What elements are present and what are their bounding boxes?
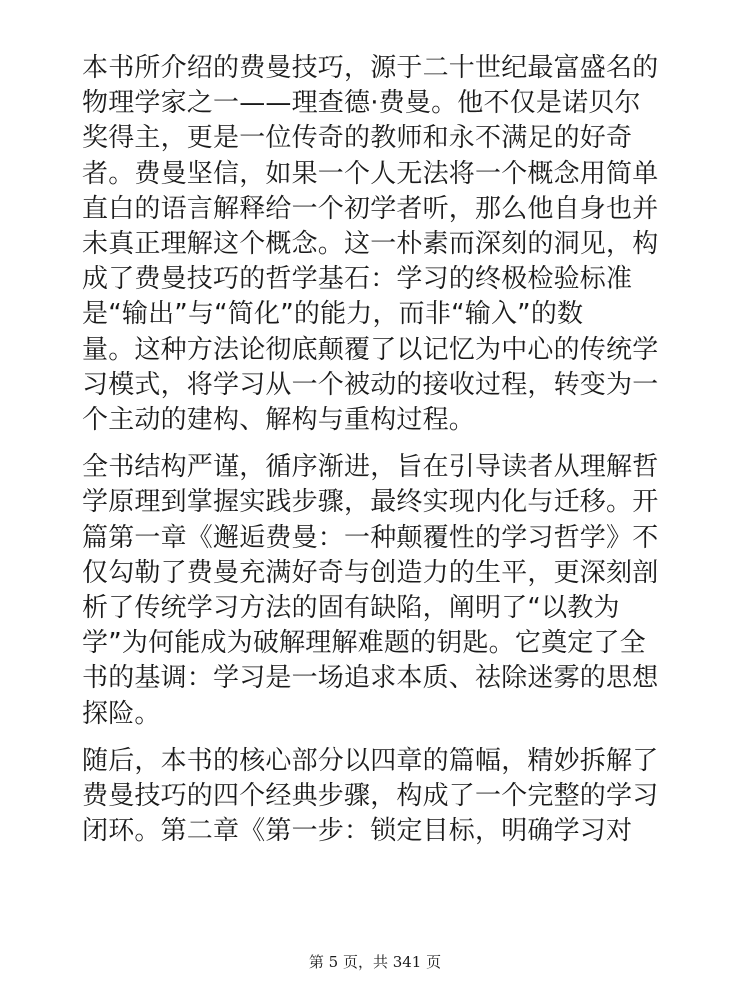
text-line: 随后，本书的核心部分以四章的篇幅，精妙拆解了 [82, 745, 659, 776]
text-line: 全书结构严谨，循序渐进，旨在引导读者从理解哲 [82, 452, 659, 483]
paragraph-1 [82, 51, 672, 438]
text-line: 是“输出”与“简化”的能力，而非“输入”的数 [82, 299, 584, 330]
text-line: 者。费曼坚信，如果一个人无法将一个概念用简单 [82, 158, 659, 189]
paragraph-3 [82, 744, 672, 850]
text-line: 篇第一章《邂逅费曼：一种颠覆性的学习哲学》不 [82, 522, 659, 553]
text-line: 奖得主，更是一位传奇的教师和永不满足的好奇 [82, 123, 633, 154]
text-line: 个主动的建构、解构与重构过程。 [82, 405, 476, 436]
text-line: 闭环。第二章《第一步：锁定目标，明确学习对 [82, 816, 633, 847]
text-line: 未真正理解这个概念。这一朴素而深刻的洞见，构 [82, 229, 659, 260]
text-line: 仅勾勒了费曼充满好奇与创造力的生平，更深刻剖 [82, 557, 659, 588]
text-line: 本书所介绍的费曼技巧，源于二十世纪最富盛名的 [82, 53, 659, 83]
text-line: 析了传统学习方法的固有缺陷，阐明了“以教为 [82, 593, 620, 624]
text-line: 直白的语言解释给一个初学者听，那么他自身也并 [82, 193, 659, 224]
text-line: 物理学家之一——理查德·费曼。他不仅是诺贝尔 [82, 88, 641, 119]
body-text [82, 51, 672, 861]
text-line: 学原理到掌握实践步骤，最终实现内化与迁移。开 [82, 487, 659, 518]
paragraph-2 [82, 450, 672, 732]
text-line: 习模式，将学习从一个被动的接收过程，转变为一 [82, 369, 659, 400]
text-line: 费曼技巧的四个经典步骤，构成了一个完整的学习 [82, 781, 659, 812]
text-line: 成了费曼技巧的哲学基石：学习的终极检验标准 [82, 264, 633, 295]
text-line: 学”为何能成为破解理解难题的钥匙。它奠定了全 [82, 628, 646, 659]
text-line: 量。这种方法论彻底颠覆了以记忆为中心的传统学 [82, 334, 659, 365]
page-number-footer: 第 5 页，共 341 页 [308, 953, 442, 971]
text-line: 探险。 [82, 698, 161, 729]
text-line: 书的基调：学习是一场追求本质、祛除迷雾的思想 [82, 663, 659, 694]
